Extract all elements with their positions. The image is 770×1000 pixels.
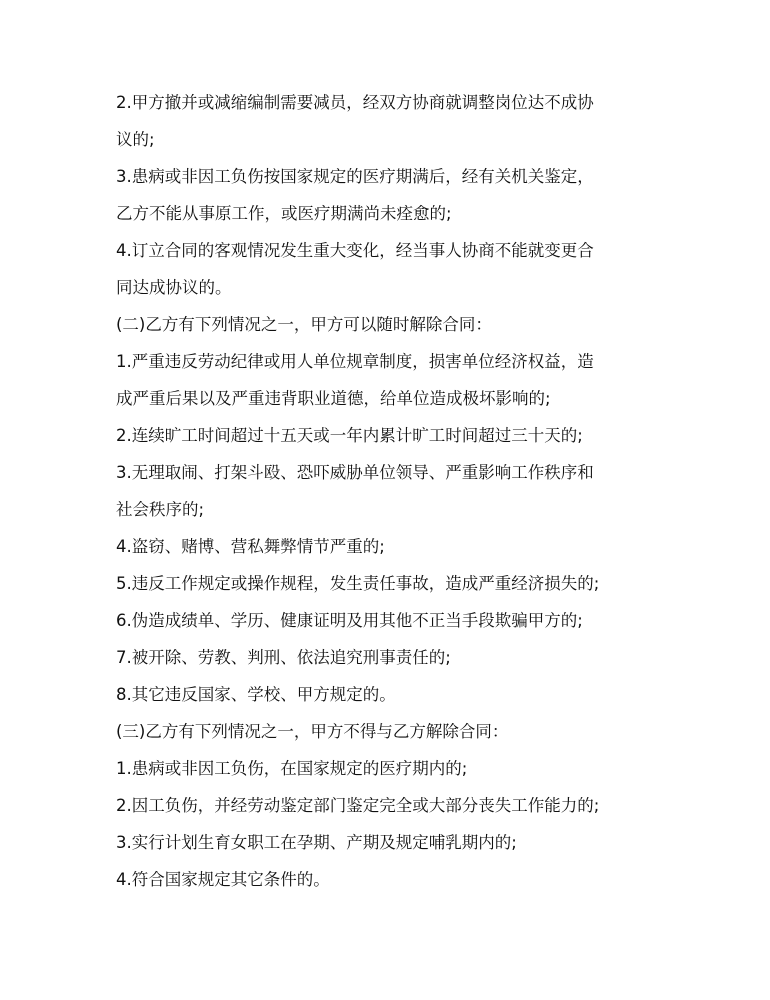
text-line: 乙方不能从事原工作，或医疗期满尚未痊愈的; — [116, 204, 452, 223]
text-line: 成严重后果以及严重违背职业道德，给单位造成极坏影响的; — [116, 389, 551, 408]
text-line: 1.严重违反劳动纪律或用人单位规章制度，损害单位经济权益，造 — [116, 352, 594, 371]
text-line: 3.实行计划生育女职工在孕期、产期及规定哺乳期内的; — [116, 833, 517, 852]
document-body — [116, 84, 656, 898]
text-line: 3.患病或非因工负伤按国家规定的医疗期满后，经有关机关鉴定， — [116, 167, 594, 186]
text-line: 议的; — [116, 130, 155, 149]
text-line: 4.符合国家规定其它条件的。 — [116, 870, 330, 889]
text-line: 社会秩序的; — [116, 500, 205, 519]
text-line: 7.被开除、劳教、判刑、依法追究刑事责任的; — [116, 648, 451, 667]
text-line: 3.无理取闹、打架斗殴、恐吓威胁单位领导、严重影响工作秩序和 — [116, 463, 594, 482]
text-line: 2.因工负伤，并经劳动鉴定部门鉴定完全或大部分丧失工作能力的; — [116, 796, 600, 815]
section-heading: (二)乙方有下列情况之一，甲方可以随时解除合同： — [116, 315, 492, 334]
text-line: 6.伪造成绩单、学历、健康证明及用其他不正当手段欺骗甲方的; — [116, 611, 583, 630]
text-line: 同达成协议的。 — [116, 278, 232, 297]
text-line: 5.违反工作规定或操作规程，发生责任事故，造成严重经济损失的; — [116, 574, 600, 593]
section-heading: (三)乙方有下列情况之一，甲方不得与乙方解除合同： — [116, 722, 509, 741]
text-line: 1.患病或非因工负伤，在国家规定的医疗期内的; — [116, 759, 468, 778]
text-line: 4.盗窃、赌博、营私舞弊情节严重的; — [116, 537, 385, 556]
text-line: 2.甲方撤并或减缩编制需要减员，经双方协商就调整岗位达不成协 — [116, 93, 594, 112]
text-line: 4.订立合同的客观情况发生重大变化，经当事人协商不能就变更合 — [116, 241, 594, 260]
text-line: 2.连续旷工时间超过十五天或一年内累计旷工时间超过三十天的; — [116, 426, 583, 445]
text-line: 8.其它违反国家、学校、甲方规定的。 — [116, 685, 396, 704]
